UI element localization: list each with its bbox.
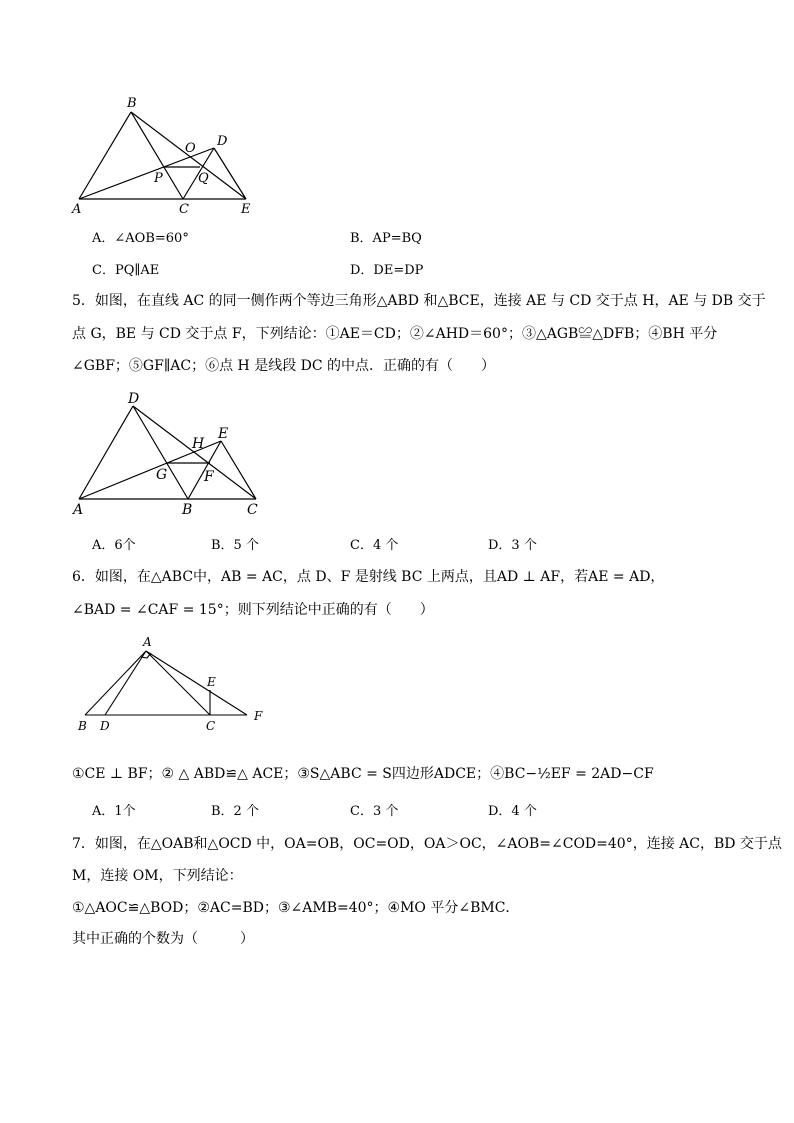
q6-conclusions: ①CE ⊥ BF；② △ ABD≌△ ACE；③S△ABC = S四边形ADCE；④BC−½EF = 2AD−CF xyxy=(72,766,654,782)
q4-option-a: A．∠AOB=60° xyxy=(92,231,189,246)
q5-label-B: B xyxy=(182,502,193,518)
q6-label-F: F xyxy=(254,709,263,723)
q4-label-E: E xyxy=(241,202,251,217)
q5-label-D: D xyxy=(128,391,140,407)
q6-label-E: E xyxy=(207,675,216,689)
q7-conclusions: ①△AOC≌△BOD；②AC=BD；③∠AMB=40°；④MO 平分∠BMC． xyxy=(72,900,520,916)
q6-label-D: D xyxy=(100,719,110,733)
q6-option-b: B．2 个 xyxy=(211,804,259,819)
q5-option-a: A．6个 xyxy=(92,538,136,553)
q5-stem-line1: 5．如图，在直线 AC 的同一侧作两个等边三角形△ABD 和△BCE，连接 AE 与 CD 交于点 H，AE 与 DB 交于 xyxy=(72,293,766,309)
q4-option-d: D．DE=DP xyxy=(350,263,424,278)
q5-label-F: F xyxy=(204,469,214,485)
q5-stem-line2: 点 G，BE 与 CD 交于点 F，下列结论：①AE＝CD；②∠AHD＝60°；③△AGB≌△DFB；④BH 平分 xyxy=(72,326,718,342)
q4-label-C: C xyxy=(179,202,189,217)
q7-stem-line2: M，连接 OM，下列结论： xyxy=(72,868,243,884)
q6-label-B: B xyxy=(78,719,87,733)
q7-question: 其中正确的个数为（ ） xyxy=(72,931,254,947)
q5-label-H: H xyxy=(192,436,205,452)
q6-label-C: C xyxy=(206,719,216,733)
q5-label-G: G xyxy=(156,467,168,483)
q5-option-c: C．4 个 xyxy=(350,538,399,553)
q5-label-E: E xyxy=(218,426,229,442)
q6-option-d: D．4 个 xyxy=(488,804,537,819)
q4-label-B: B xyxy=(127,96,137,111)
q6-label-A: A xyxy=(143,635,152,649)
q5-option-d: D．3 个 xyxy=(488,538,537,553)
q4-option-b: B．AP=BQ xyxy=(350,231,422,246)
q7-stem-line1: 7．如图，在△OAB和△OCD 中，OA=OB，OC=OD，OA＞OC，∠AOB=∠COD=40°，连接 AC，BD 交于点 xyxy=(72,836,782,852)
q5-option-b: B．5 个 xyxy=(211,538,259,553)
q4-label-P: P xyxy=(154,171,163,186)
q6-stem-line2: ∠BAD = ∠CAF = 15°；则下列结论中正确的有（ ） xyxy=(72,602,434,618)
q6-option-a: A．1个 xyxy=(92,804,136,819)
q5-label-C: C xyxy=(247,502,258,518)
q6-option-c: C．3 个 xyxy=(350,804,399,819)
q6-stem-line1: 6．如图，在△ABC中，AB = AC，点 D、F 是射线 BC 上两点，且AD ⊥ AF，若AE = AD， xyxy=(72,569,665,585)
q4-label-Q: Q xyxy=(198,171,209,186)
q4-label-O: O xyxy=(185,141,196,156)
q4-label-A: A xyxy=(72,202,82,217)
q5-stem-line3: ∠GBF；⑤GF∥AC；⑥点 H 是线段 DC 的中点．正确的有（ ） xyxy=(72,358,496,374)
q5-label-A: A xyxy=(73,502,84,518)
q4-option-c: C．PQ∥AE xyxy=(92,263,160,278)
q4-label-D: D xyxy=(217,134,228,149)
